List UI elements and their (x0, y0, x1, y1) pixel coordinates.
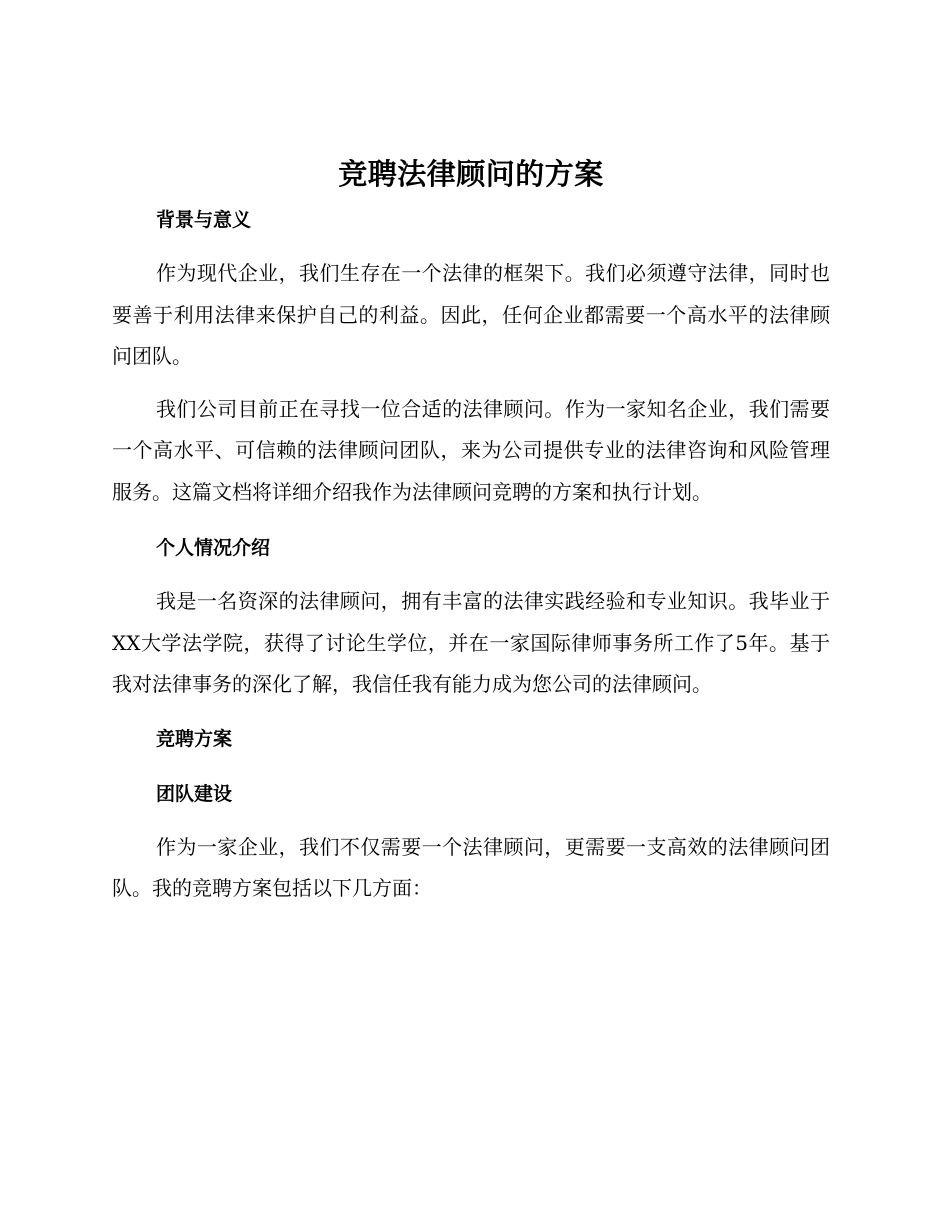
spacer (112, 570, 830, 581)
document-body (112, 150, 830, 910)
paragraph-personal-intro: 我是一名资深的法律顾问，拥有丰富的法律实践经验和专业知识。我毕业于XX大学法学院，获得了讨论生学位，并在一家国际律师事务所工作了5年。基于我对法律事务的深化了解，我信任我有能力成为您公司的法律顾问。 (112, 589, 830, 696)
section-heading-team-building: 团队建设 (156, 782, 233, 805)
document-title: 竞聘法律顾问的方案 (338, 157, 604, 191)
spacer (112, 378, 830, 389)
section-heading-background: 背景与意义 (156, 209, 252, 231)
paragraph-team-building: 作为一家企业，我们不仅需要一个法律顾问，更需要一支高效的法律顾问团队。我的竞聘方案包括以下几方面： (112, 834, 830, 900)
spacer (112, 761, 830, 772)
spacer (112, 816, 830, 827)
spacer (112, 513, 830, 526)
spacer (112, 242, 830, 253)
section-heading-personal-intro: 个人情况介绍 (156, 537, 271, 559)
spacer (112, 706, 830, 717)
paragraph-background-1: 作为现代企业，我们生存在一个法律的框架下。我们必须遵守法律，同时也要善于利用法律来保护自己的利益。因此，任何企业都需要一个高水平的法律顾问团队。 (112, 261, 830, 368)
section-heading-plan: 竞聘方案 (156, 727, 233, 750)
paragraph-background-2: 我们公司目前正在寻找一位合适的法律顾问。作为一家知名企业，我们需要一个高水平、可信赖的法律顾问团队，来为公司提供专业的法律咨询和风险管理服务。这篇文档将详细介绍我作为法律顾问竞聘的方案和执行计划。 (112, 396, 830, 504)
